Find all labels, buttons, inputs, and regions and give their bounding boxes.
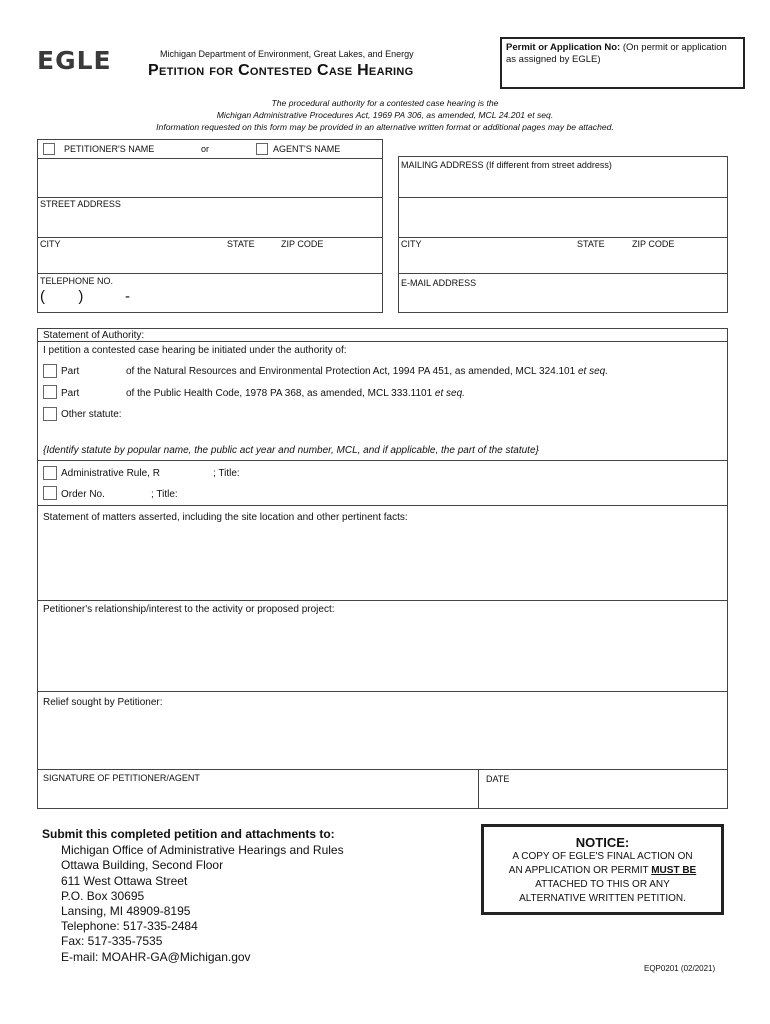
city-label: CITY — [40, 239, 61, 249]
zip-code-label: ZIP CODE — [281, 239, 324, 249]
or-label: or — [201, 144, 210, 154]
submit-line-po-box: P.O. Box 30695 — [61, 888, 145, 903]
mailing-city-label: CITY — [401, 239, 422, 249]
submit-line-telephone: Telephone: 517-335-2484 — [61, 919, 198, 934]
mailing-city-state-zip-field[interactable] — [398, 237, 728, 274]
submit-line-building: Ottawa Building, Second Floor — [61, 858, 224, 873]
relationship-interest-label: Petitioner's relationship/interest to the activity or proposed project: — [43, 604, 335, 615]
nrepa-text: of the Natural Resources and Environmental Protection Act, 1994 PA 451, as amended, MCL 324.101 et seq. — [126, 366, 608, 377]
date-label: DATE — [486, 774, 510, 784]
petitioner-checkbox[interactable] — [43, 143, 55, 155]
other-statute-label: Other statute: — [61, 409, 122, 420]
permit-number-label: Permit or Application No: — [506, 42, 621, 53]
identify-statute-note: {Identify statute by popular name, the public act year and number, MCL, and if applicable, the part of the statute} — [43, 445, 539, 456]
order-title-label: ; Title: — [151, 489, 178, 500]
intro-line-1: The procedural authority for a contested case hearing is the — [271, 98, 499, 108]
mailing-address-label: MAILING ADDRESS (If different from street address) — [401, 160, 612, 170]
administrative-rule-label: Administrative Rule, R — [61, 468, 160, 479]
date-field[interactable] — [478, 769, 728, 809]
nrepa-part-checkbox[interactable] — [43, 364, 57, 378]
intro-line-2: Michigan Administrative Procedures Act, 1969 PA 306, as amended, MCL 24.201 et seq. — [216, 110, 554, 120]
state-label: STATE — [227, 239, 255, 249]
submit-line-email: E-mail: MOAHR-GA@Michigan.gov — [61, 949, 251, 964]
form-title: Petition for Contested Case Hearing — [148, 62, 414, 79]
notice-heading: NOTICE: — [575, 835, 630, 850]
phc-text: of the Public Health Code, 1978 PA 368, as amended, MCL 333.1101 et seq. — [126, 388, 465, 399]
submit-line-office: Michigan Office of Administrative Hearings and Rules — [61, 843, 344, 858]
relief-sought-label: Relief sought by Petitioner: — [43, 697, 163, 708]
petitioner-name-label: PETITIONER'S NAME — [64, 144, 155, 154]
other-statute-checkbox[interactable] — [43, 407, 57, 421]
notice-line-3: ATTACHED TO THIS OR ANY — [535, 879, 670, 890]
matters-asserted-label: Statement of matters asserted, including the site location and other pertinent facts: — [43, 512, 408, 523]
notice-emphasis: MUST BE — [651, 865, 697, 876]
authority-heading: Statement of Authority: — [43, 330, 145, 341]
mailing-zip-code-label: ZIP CODE — [632, 239, 675, 249]
notice-line-4: ALTERNATIVE WRITTEN PETITION. — [519, 893, 686, 904]
order-number-label: Order No. — [61, 489, 105, 500]
agency-name: Michigan Department of Environment, Great Lakes, and Energy — [160, 49, 414, 59]
phc-part-label: Part — [61, 388, 80, 399]
submit-line-city: Lansing, MI 48909-8195 — [61, 904, 191, 919]
authority-intro: I petition a contested case hearing be initiated under the authority of: — [43, 345, 347, 356]
signature-label: SIGNATURE OF PETITIONER/AGENT — [43, 773, 200, 783]
submit-heading: Submit this completed petition and attachments to: — [42, 827, 335, 841]
submit-line-street: 611 West Ottawa Street — [61, 873, 188, 888]
agent-name-label: AGENT'S NAME — [273, 144, 341, 154]
order-number-checkbox[interactable] — [43, 486, 57, 500]
notice-line-2: AN APPLICATION OR PERMIT MUST BE — [508, 865, 697, 876]
form-number: EQP0201 (02/2021) — [644, 964, 716, 973]
mailing-street-field[interactable] — [398, 197, 728, 238]
submit-address-block — [42, 827, 344, 965]
egle-logo: EGLE — [37, 46, 112, 75]
permit-number-field[interactable] — [500, 37, 745, 89]
administrative-rule-checkbox[interactable] — [43, 466, 57, 480]
public-health-code-part-checkbox[interactable] — [43, 385, 57, 399]
telephone-label: TELEPHONE NO. — [40, 276, 114, 286]
procedural-authority-intro — [0, 97, 770, 133]
agent-checkbox[interactable] — [256, 143, 268, 155]
notice-line-1: A COPY OF EGLE'S FINAL ACTION ON — [512, 851, 693, 862]
nrepa-part-label: Part — [61, 366, 80, 377]
street-address-label: STREET ADDRESS — [40, 199, 121, 209]
mailing-state-label: STATE — [577, 239, 605, 249]
administrative-rule-title-label: ; Title: — [213, 468, 240, 479]
authority-divider — [37, 341, 728, 342]
intro-line-3: Information requested on this form may be provided in an alternative written format or additional pages may be attached. — [156, 122, 614, 132]
permit-number-note: (On permit or application as assigned by EGLE) — [506, 42, 727, 65]
phone-format: ( ) - — [40, 288, 130, 305]
notice-box — [481, 824, 724, 915]
email-label: E-MAIL ADDRESS — [401, 278, 477, 288]
rule-order-section — [37, 460, 728, 506]
city-state-zip-field[interactable] — [37, 237, 383, 274]
submit-line-fax: Fax: 517-335-7535 — [61, 934, 163, 949]
